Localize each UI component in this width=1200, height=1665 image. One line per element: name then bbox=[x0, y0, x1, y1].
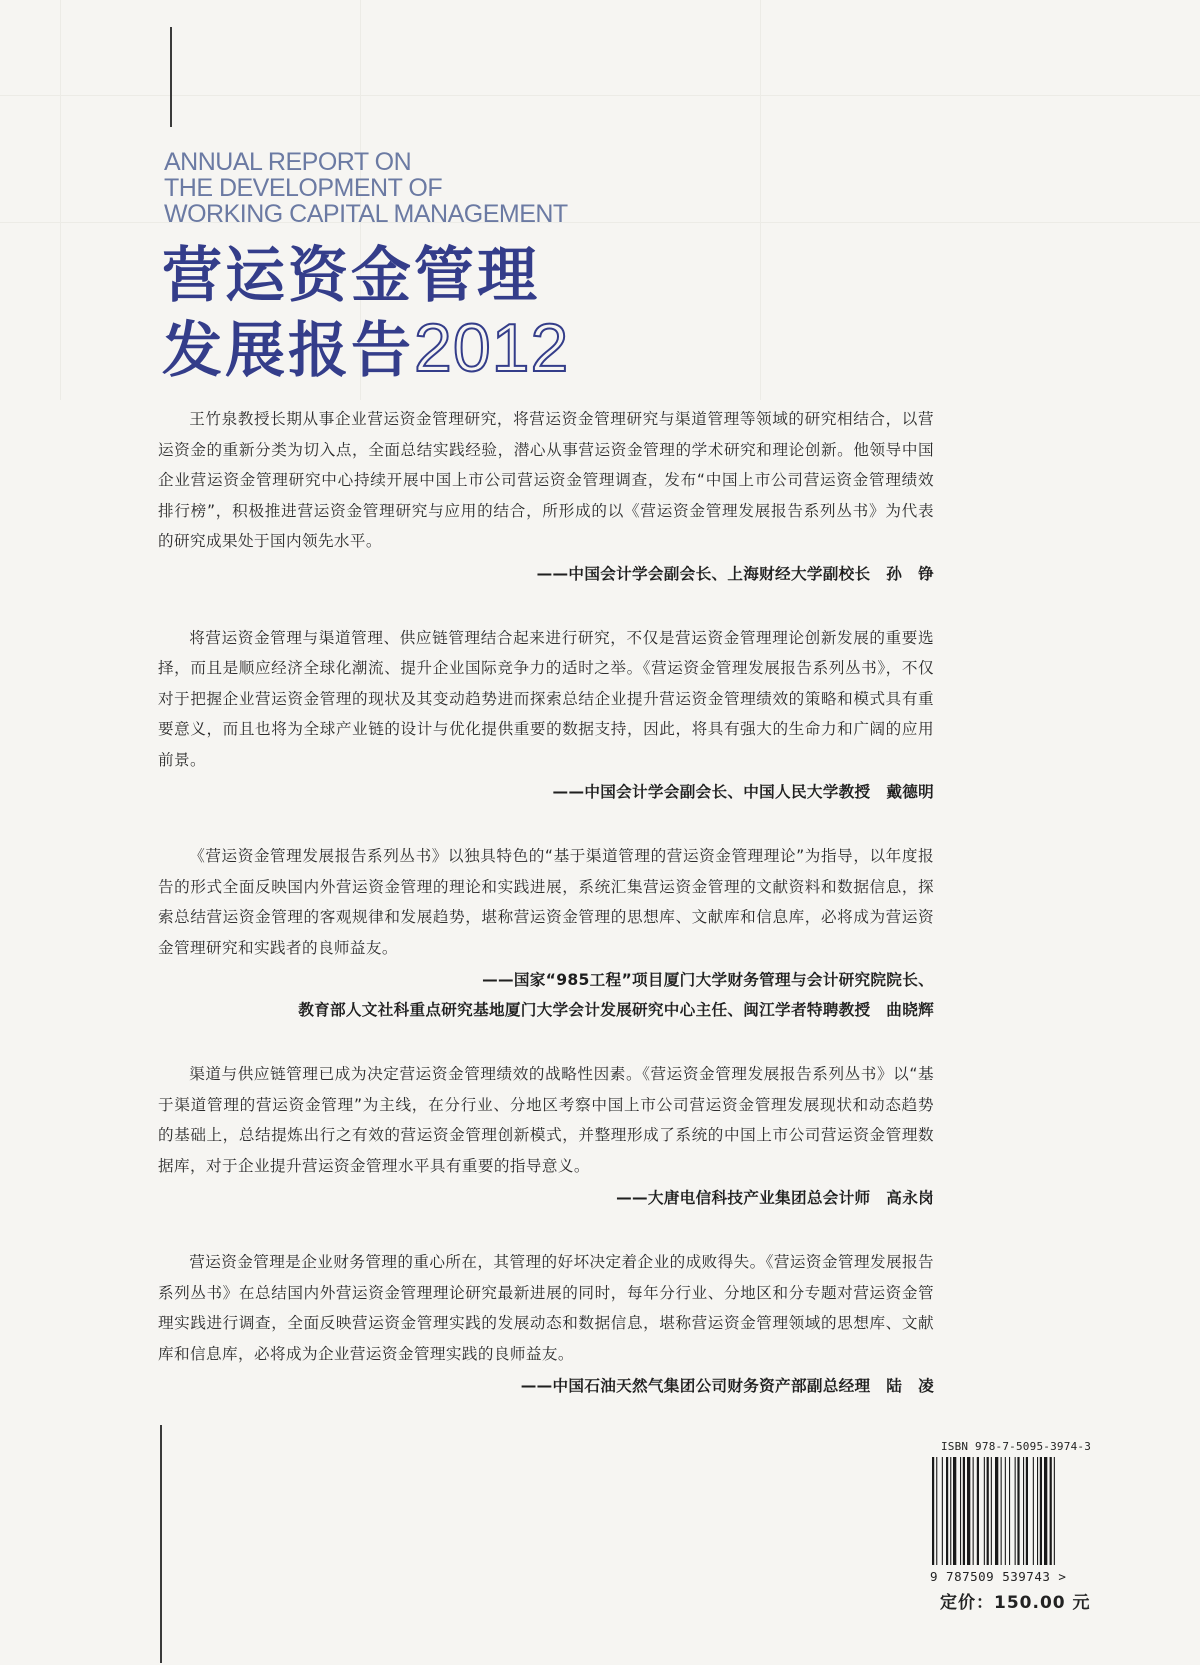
barcode-bar bbox=[1050, 1457, 1052, 1565]
endorsement bbox=[158, 404, 934, 589]
barcode-bar bbox=[953, 1457, 956, 1565]
english-title-line: THE DEVELOPMENT OF bbox=[164, 174, 443, 202]
endorsement-attribution: ——国家“985工程”项目厦门大学财务管理与会计研究院院长、 bbox=[482, 971, 934, 989]
endorsement-attribution: ——中国会计学会副会长、中国人民大学教授 戴德明 bbox=[552, 783, 934, 801]
barcode-bar bbox=[987, 1457, 989, 1565]
barcode bbox=[930, 1457, 1102, 1567]
isbn-label: ISBN 978-7-5095-3974-3 bbox=[940, 1440, 1092, 1453]
endorsement-text: 渠道与供应链管理已成为决定营运资金管理绩效的战略性因素。《营运资金管理发展报告系列丛书》以“基于渠道管理的营运资金管理”为主线，在分行业、分地区考察中国上市公司营运资金管理发展现状和动态趋势的基础上，总结提炼出行之有效的营运资金管理创新模式，并整理形成了系统的中国上市公司营运资金管理数据库，对于企业提升营运资金管理水平具有重要的指导意义。 bbox=[158, 1065, 934, 1175]
barcode-bar bbox=[991, 1457, 992, 1565]
barcode-bar bbox=[1001, 1457, 1002, 1565]
background-grid-line bbox=[760, 0, 761, 400]
barcode-bar bbox=[1044, 1457, 1047, 1565]
english-title bbox=[164, 149, 568, 227]
english-title-line: ANNUAL REPORT ON bbox=[164, 148, 412, 176]
barcode-bar bbox=[973, 1457, 974, 1565]
endorsement-attribution: ——大唐电信科技产业集团总会计师 高永岗 bbox=[616, 1189, 934, 1207]
endorsement bbox=[158, 1247, 934, 1401]
endorsement-text: 王竹泉教授长期从事企业营运资金管理研究，将营运资金管理研究与渠道管理等领域的研究相结合，以营运资金的重新分类为切入点，全面总结实践经验，潜心从事营运资金管理的学术研究和理论创新。他领导中国企业营运资金管理研究中心持续开展中国上市公司营运资金管理调查，发布“中国上市公司营运资金管理绩效排行榜”，积极推进营运资金管理研究与应用的结合，所形成的以《营运资金管理发展报告系列丛书》为代表的研究成果处于国内领先水平。 bbox=[158, 410, 934, 550]
endorsement-text: 《营运资金管理发展报告系列丛书》以独具特色的“基于渠道管理的营运资金管理理论”为指导，以年度报告的形式全面反映国内外营运资金管理的理论和实践进展，系统汇集营运资金管理的文献资料和数据信息，探索总结营运资金管理的客观规律和发展趋势，堪称营运资金管理的思想库、文献库和信息库，必将成为营运资金管理研究和实践者的良师益友。 bbox=[158, 847, 934, 957]
endorsement bbox=[158, 623, 934, 808]
barcode-bar bbox=[960, 1457, 961, 1565]
endorsement-text: 营运资金管理是企业财务管理的重心所在，其管理的好坏决定着企业的成败得失。《营运资金管理发展报告系列丛书》在总结国内外营运资金管理理论研究最新进展的同时，每年分行业、分地区和分专题对营运资金管理实践进行调查，全面反映营运资金管理实践的发展动态和数据信息，堪称营运资金管理领域的思想库、文献库和信息库，必将成为企业营运资金管理实践的良师益友。 bbox=[158, 1253, 934, 1363]
endorsement-attribution: ——中国石油天然气集团公司财务资产部副总经理 陆 凌 bbox=[520, 1377, 934, 1395]
barcode-bar bbox=[1009, 1457, 1010, 1565]
vertical-rule-top bbox=[170, 27, 172, 127]
endorsement bbox=[158, 841, 934, 1025]
endorsement-text: 将营运资金管理与渠道管理、供应链管理结合起来进行研究，不仅是营运资金管理理论创新发展的重要选择，而且是顺应经济全球化潮流、提升企业国际竞争力的适时之举。《营运资金管理发展报告系列丛书》，不仅对于把握企业营运资金管理的现状及其变动趋势进而探索总结企业提升营运资金管理绩效的策略和模式具有重要意义，而且也将为全球产业链的设计与优化提供重要的数据支持，因此，将具有强大的生命力和广阔的应用前景。 bbox=[158, 628, 934, 769]
endorsement-list bbox=[158, 404, 934, 1435]
barcode-bar bbox=[942, 1457, 943, 1565]
background-grid-line bbox=[0, 95, 1200, 96]
barcode-bar bbox=[1023, 1457, 1024, 1565]
barcode-bar bbox=[977, 1457, 979, 1565]
price: 定价：150.00 元 bbox=[940, 1593, 1091, 1613]
barcode-bar bbox=[936, 1457, 937, 1565]
barcode-bar bbox=[1040, 1457, 1042, 1565]
chinese-title bbox=[162, 240, 569, 387]
barcode-bar bbox=[950, 1457, 951, 1565]
barcode-bar bbox=[1037, 1457, 1038, 1565]
isbn-block bbox=[930, 1440, 1102, 1584]
barcode-digits: 9 787509 539743 > bbox=[930, 1569, 1067, 1584]
barcode-bar bbox=[932, 1457, 934, 1565]
barcode-bar bbox=[1017, 1457, 1019, 1565]
barcode-bar bbox=[995, 1457, 998, 1565]
title-year: 2012 bbox=[414, 310, 570, 386]
barcode-bar bbox=[984, 1457, 985, 1565]
english-title-line: WORKING CAPITAL MANAGEMENT bbox=[164, 200, 568, 228]
barcode-bar bbox=[1005, 1457, 1006, 1565]
barcode-bar bbox=[1033, 1457, 1034, 1565]
endorsement-attribution: 教育部人文社科重点研究基地厦门大学会计发展研究中心主任、闽江学者特聘教授 曲晓辉 bbox=[298, 1001, 934, 1019]
chinese-title-line2 bbox=[162, 312, 569, 387]
barcode-bar bbox=[1054, 1457, 1055, 1565]
barcode-bar bbox=[1015, 1457, 1016, 1565]
vertical-rule-bottom bbox=[160, 1425, 162, 1663]
barcode-bar bbox=[963, 1457, 965, 1565]
chinese-title-line2-text: 发展报告 bbox=[162, 316, 414, 386]
barcode-bar bbox=[946, 1457, 948, 1565]
barcode-bar bbox=[1026, 1457, 1028, 1565]
chinese-title-line1: 营运资金管理 bbox=[162, 241, 540, 311]
endorsement-attribution: ——中国会计学会副会长、上海财经大学副校长 孙 铮 bbox=[536, 564, 934, 583]
endorsement bbox=[158, 1059, 934, 1213]
background-grid-line bbox=[60, 0, 61, 400]
barcode-bar bbox=[967, 1457, 970, 1565]
